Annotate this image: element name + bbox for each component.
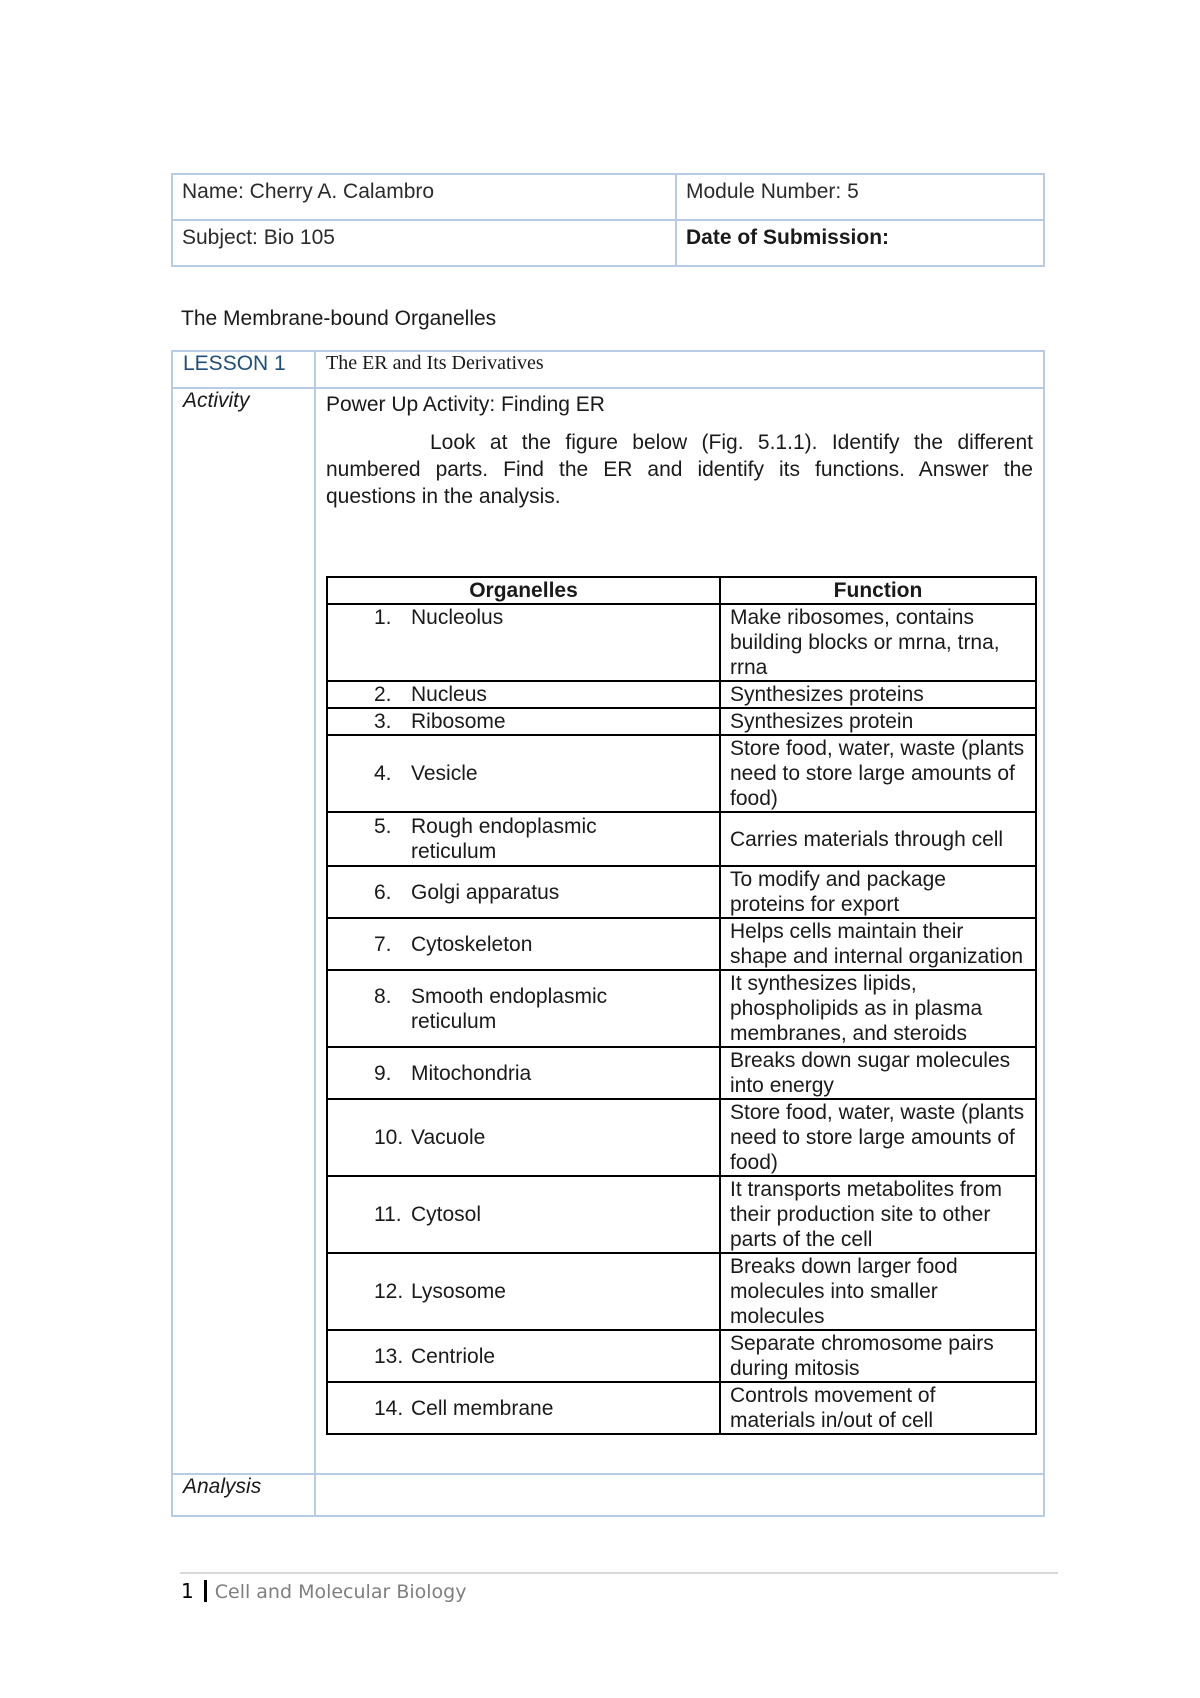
organelle-row xyxy=(327,918,1036,970)
organelle-number: 7. xyxy=(374,932,392,956)
activity-row xyxy=(172,388,1044,1474)
organelle-row xyxy=(327,681,1036,708)
organelle-cell xyxy=(327,866,720,918)
page-number: 1 xyxy=(181,1579,194,1603)
student-name: Name: Cherry A. Calambro xyxy=(172,174,676,220)
organelle-name: Vesicle xyxy=(411,762,478,785)
organelle-cell xyxy=(327,1330,720,1382)
organelle-cell xyxy=(327,970,720,1047)
organelle-cell xyxy=(327,1382,720,1434)
organelle-name: Nucleus xyxy=(411,683,487,706)
organelle-function: It transports metabolites from their production site to other parts of the cell xyxy=(720,1176,1036,1253)
organelle-number: 9. xyxy=(374,1061,392,1085)
organelle-function: Synthesizes protein xyxy=(720,708,1036,735)
organelle-table-body xyxy=(327,604,1036,1434)
organelle-number: 8. xyxy=(374,984,392,1008)
analysis-content xyxy=(315,1474,1044,1516)
organelle-table-header xyxy=(327,577,1036,604)
activity-title: Power Up Activity: Finding ER xyxy=(326,393,605,416)
header-function: Function xyxy=(720,577,1036,604)
activity-content xyxy=(315,388,1044,1474)
organelle-number: 3. xyxy=(374,710,392,733)
organelle-function: Controls movement of materials in/out of cell xyxy=(720,1382,1036,1434)
organelle-row xyxy=(327,1382,1036,1434)
lesson-row xyxy=(172,351,1044,388)
organelle-row xyxy=(327,866,1036,918)
course-title: Cell and Molecular Biology xyxy=(214,1581,467,1603)
organelle-row xyxy=(327,708,1036,735)
organelle-row xyxy=(327,1099,1036,1176)
module-number: Module Number: 5 xyxy=(676,174,1044,220)
organelle-cell xyxy=(327,812,720,866)
organelle-cell xyxy=(327,918,720,970)
organelle-number: 11. xyxy=(374,1203,402,1226)
date-of-submission: Date of Submission: xyxy=(676,220,1044,266)
organelle-cell xyxy=(327,708,720,735)
header-organelles: Organelles xyxy=(327,577,720,604)
organelle-row xyxy=(327,1253,1036,1330)
organelle-row xyxy=(327,1176,1036,1253)
organelle-name: Lysosome xyxy=(411,1280,506,1303)
organelle-name: Ribosome xyxy=(411,710,506,733)
organelle-cell xyxy=(327,735,720,812)
organelle-number: 12. xyxy=(374,1280,404,1303)
organelle-name: Cytoskeleton xyxy=(411,932,533,956)
organelle-function: It synthesizes lipids, phospholipids as in plasma membranes, and steroids xyxy=(720,970,1036,1047)
organelle-row xyxy=(327,812,1036,866)
activity-label: Activity xyxy=(172,388,315,1474)
organelle-number: 2. xyxy=(374,683,392,706)
analysis-label: Analysis xyxy=(172,1474,315,1516)
organelle-row xyxy=(327,1047,1036,1099)
organelle-row xyxy=(327,970,1036,1047)
organelle-cell xyxy=(327,604,720,681)
organelle-function: Breaks down larger food molecules into smaller molecules xyxy=(720,1253,1036,1330)
organelle-function: Store food, water, waste (plants need to store large amounts of food) xyxy=(720,735,1036,812)
organelle-function: Store food, water, waste (plants need to store large amounts of food) xyxy=(720,1099,1036,1176)
activity-instructions: Look at the figure below (Fig. 5.1.1). Identify the different numbered parts. Find the ER and identify its functions. Answer the questions in the analysis. xyxy=(326,431,1033,508)
organelle-number: 13. xyxy=(374,1344,404,1368)
organelle-number: 14. xyxy=(374,1396,404,1420)
analysis-row xyxy=(172,1474,1044,1516)
organelle-function: To modify and package proteins for export xyxy=(720,866,1036,918)
organelle-function: Separate chromosome pairs during mitosis xyxy=(720,1330,1036,1382)
organelle-function: Breaks down sugar molecules into energy xyxy=(720,1047,1036,1099)
organelle-number: 10. xyxy=(374,1126,404,1149)
document-title: The Membrane-bound Organelles xyxy=(181,307,497,330)
organelle-number: 6. xyxy=(374,880,392,904)
organelle-name: Cytosol xyxy=(411,1203,482,1226)
lesson-label: LESSON 1 xyxy=(172,351,315,388)
organelle-name: Cell membrane xyxy=(411,1396,554,1420)
page-footer xyxy=(181,1579,466,1603)
organelle-cell xyxy=(327,1176,720,1253)
organelle-number: 5. xyxy=(374,815,392,838)
organelle-name: Rough endoplasmic reticulum xyxy=(411,815,597,863)
info-row xyxy=(172,174,1044,220)
organelle-row xyxy=(327,1330,1036,1382)
organelle-number: 4. xyxy=(374,762,392,785)
info-row xyxy=(172,220,1044,266)
lesson-table xyxy=(171,350,1045,1517)
organelle-row xyxy=(327,604,1036,681)
student-info-table xyxy=(171,173,1045,267)
organelle-number: 1. xyxy=(374,606,392,629)
organelle-name: Golgi apparatus xyxy=(411,880,560,904)
organelle-table xyxy=(326,576,1037,1435)
footer-divider xyxy=(180,1572,1058,1574)
lesson-title: The ER and Its Derivatives xyxy=(315,351,1044,388)
organelle-function: Carries materials through cell xyxy=(720,812,1036,866)
organelle-name: Smooth endoplasmic reticulum xyxy=(411,984,608,1033)
organelle-function: Helps cells maintain their shape and internal organization xyxy=(720,918,1036,970)
organelle-cell xyxy=(327,681,720,708)
organelle-function: Synthesizes proteins xyxy=(720,681,1036,708)
organelle-function: Make ribosomes, contains building blocks or mrna, trna, rrna xyxy=(720,604,1036,681)
organelle-cell xyxy=(327,1047,720,1099)
organelle-cell xyxy=(327,1099,720,1176)
footer-separator xyxy=(204,1580,207,1602)
subject: Subject: Bio 105 xyxy=(172,220,676,266)
organelle-cell xyxy=(327,1253,720,1330)
organelle-name: Centriole xyxy=(411,1344,496,1368)
organelle-name: Vacuole xyxy=(411,1126,486,1149)
organelle-row xyxy=(327,735,1036,812)
organelle-name: Nucleolus xyxy=(411,606,504,629)
organelle-name: Mitochondria xyxy=(411,1061,532,1085)
